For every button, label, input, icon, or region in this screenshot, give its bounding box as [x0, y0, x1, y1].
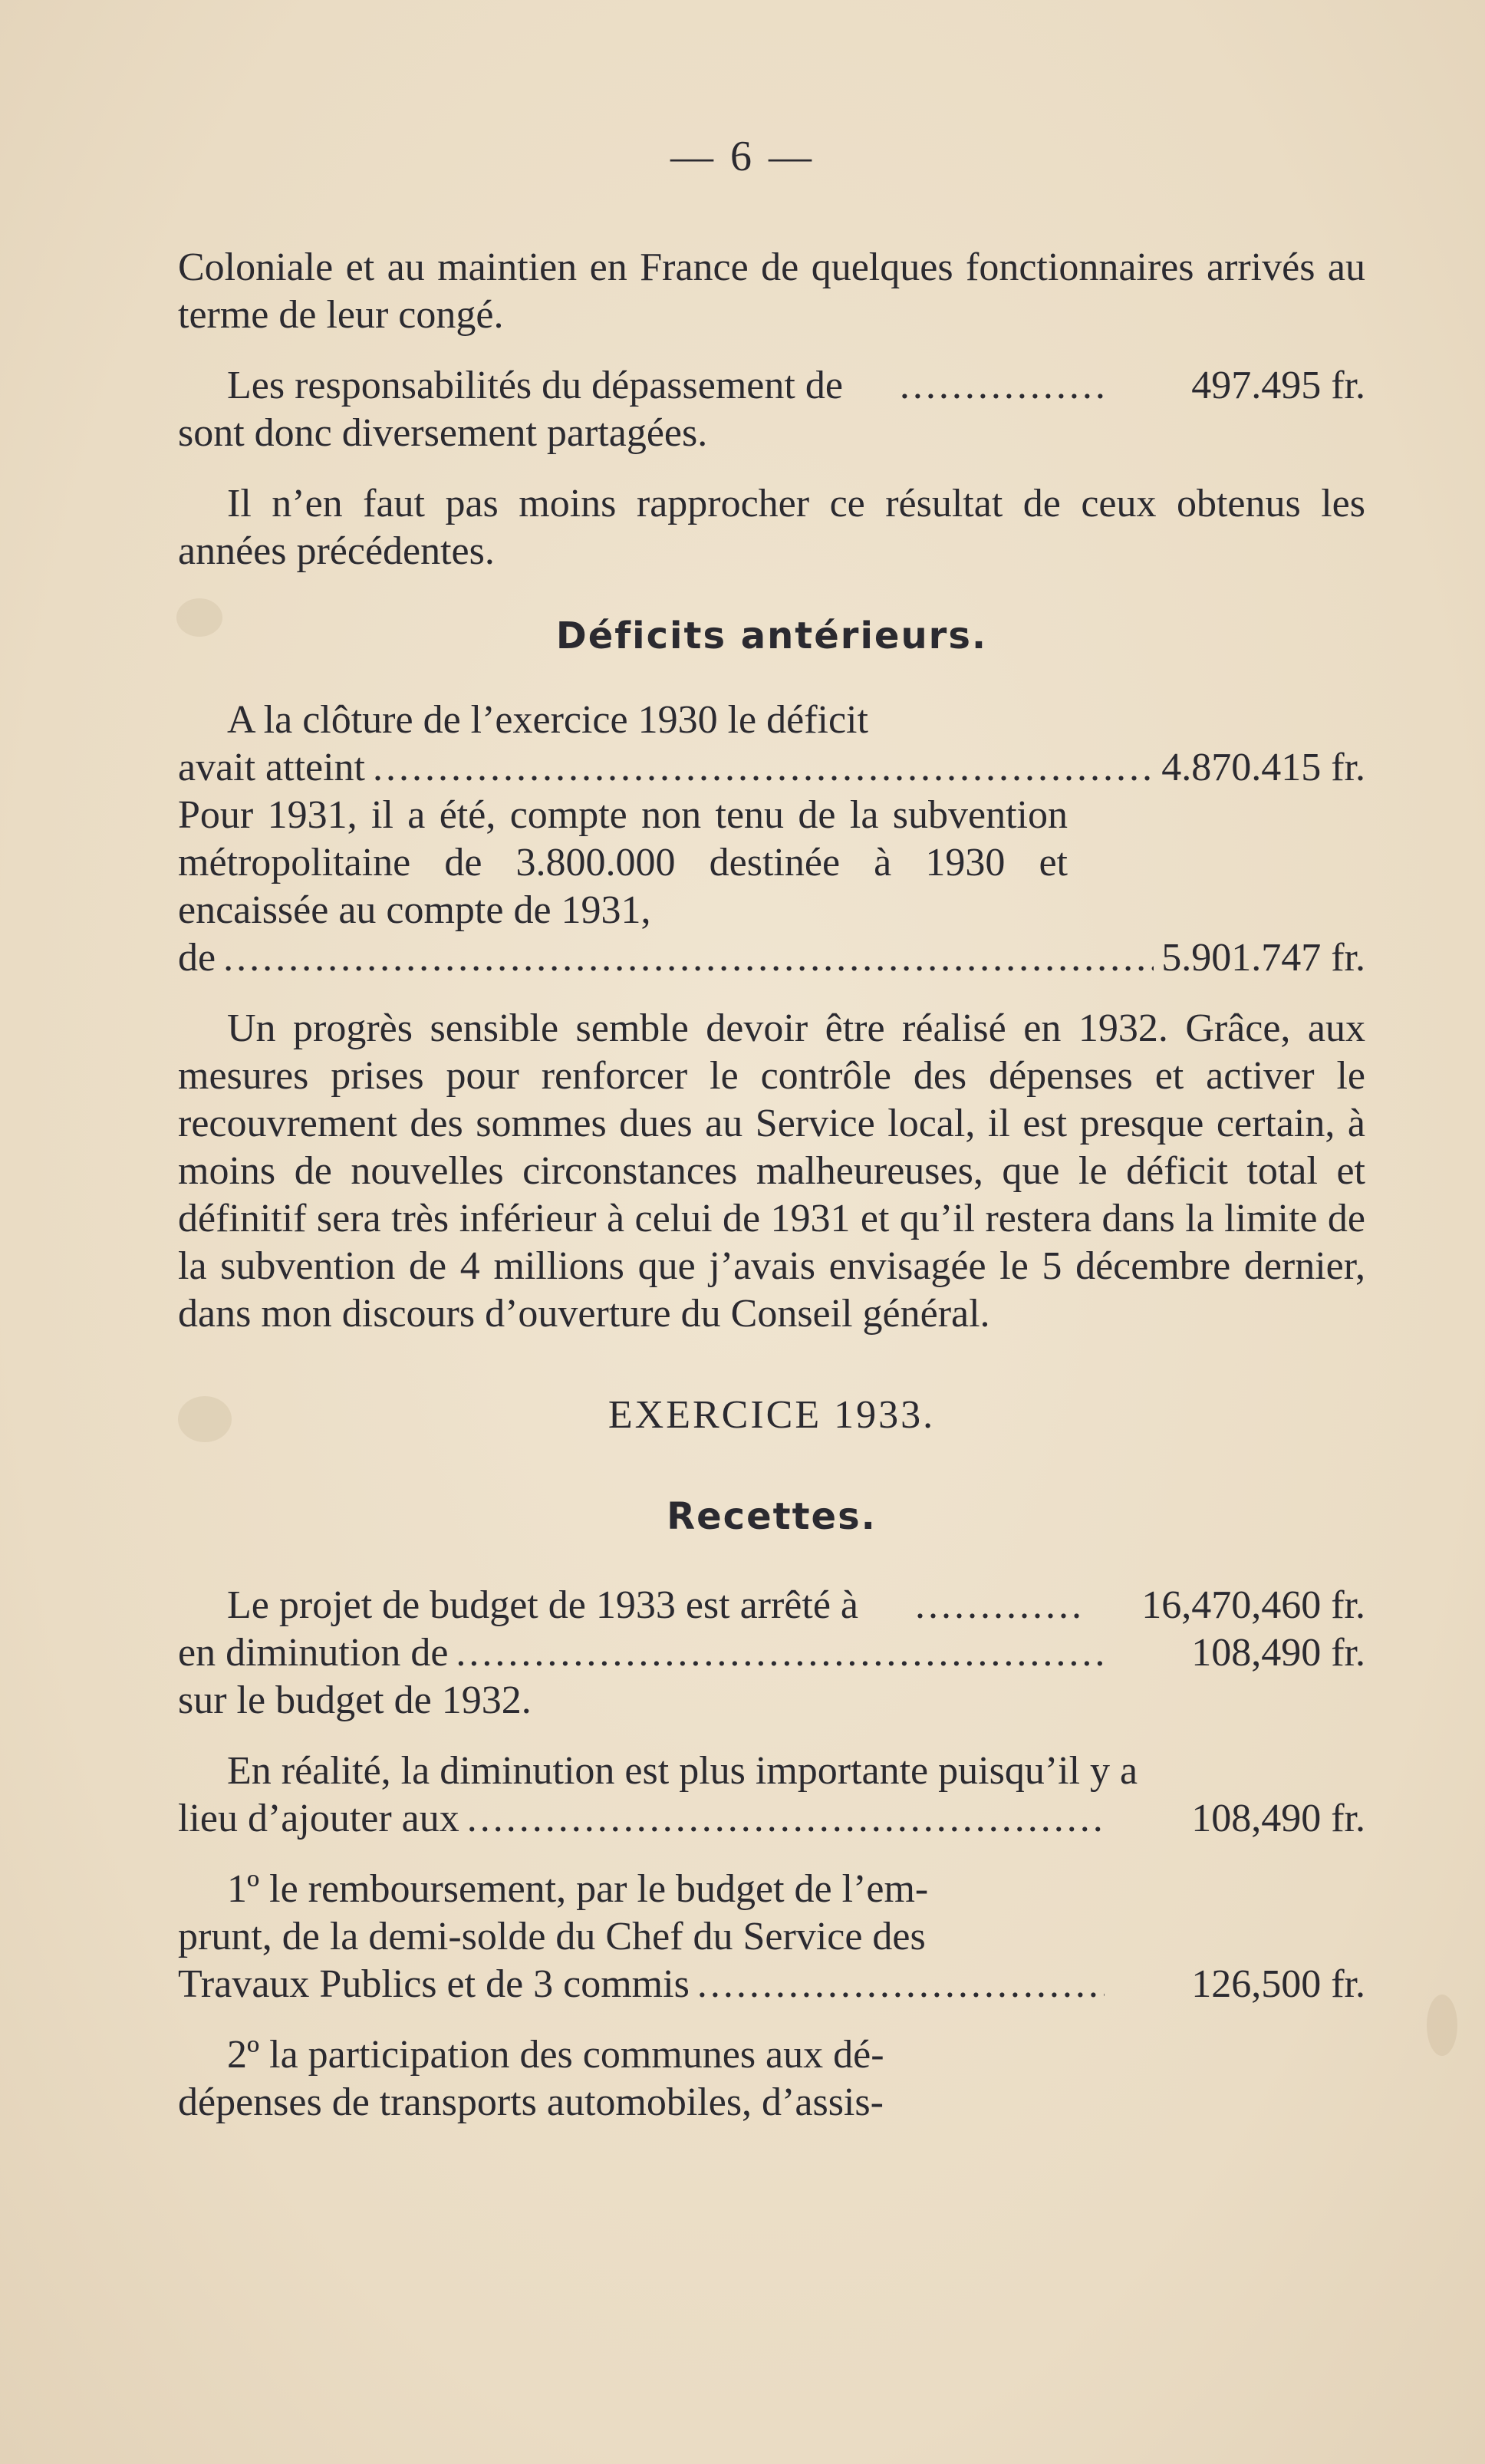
- deficit-1931-label: de: [178, 936, 216, 980]
- dot-leader: [851, 362, 1105, 410]
- reality-line1: En réalité, la diminution est plus importante puisqu’il y a: [227, 1749, 1138, 1793]
- paper-stain: [1427, 1995, 1457, 2056]
- item1-amount: 126,500 fr.: [1191, 1962, 1365, 2006]
- dot-leader: [223, 934, 1154, 982]
- budget-line-3: sur le budget de 1932.: [178, 1678, 532, 1722]
- deficit-1930-label: avait atteint: [178, 746, 366, 789]
- deficit-1931-amount: 5.901.747 fr.: [1161, 936, 1365, 980]
- budget-line1-label: Le projet de budget de 1933 est arrêté à: [227, 1583, 858, 1627]
- reality-label: lieu d’ajouter aux: [178, 1797, 459, 1840]
- deficit-1931-line: [178, 934, 1365, 982]
- paragraph-intro: Coloniale et au maintien en France de quelques fonctionnaires arrivés au terme de leur congé.: [178, 245, 1365, 337]
- dot-leader: [456, 1629, 1105, 1677]
- budget-line1-amount: 16,470,460 fr.: [1141, 1583, 1365, 1627]
- heading-recettes: Recettes.: [667, 1495, 877, 1538]
- liability-line: [178, 362, 1365, 410]
- page-body: [178, 244, 1365, 2126]
- item1-line: [178, 1961, 1365, 2008]
- page-number: — 6 —: [670, 133, 815, 180]
- item1-line1: 1º le remboursement, par le budget de l’em-: [227, 1867, 929, 1911]
- budget-line-1: [178, 1582, 1365, 1629]
- budget-line-2: [178, 1629, 1365, 1677]
- liability-label: Les responsabilités du dépassement de: [227, 364, 843, 407]
- deficit-1930-line: [178, 744, 1365, 792]
- budget-line2-label: en diminution de: [178, 1631, 449, 1675]
- item2-line2: dépenses de transports automobiles, d’assis-: [178, 2080, 884, 2124]
- reality-line: [178, 1795, 1365, 1843]
- heading-deficits: Déficits antérieurs.: [555, 614, 988, 657]
- dot-leader: [697, 1961, 1105, 2008]
- deficit-1931-text: Pour 1931, il a été, compte non tenu de la subvention métropolitaine de 3.800.000 destinée à 1930 et encaissée au compte de 1931,: [178, 793, 1068, 932]
- dot-leader: [467, 1795, 1105, 1843]
- liability-tail: sont donc diversement partagées.: [178, 411, 708, 455]
- heading-exercice: EXERCICE 1933.: [608, 1393, 936, 1437]
- paragraph-compare: Il n’en faut pas moins rapprocher ce résultat de ceux obtenus les années précédentes.: [178, 482, 1365, 573]
- dot-leader: [373, 744, 1154, 792]
- paragraph-progres: Un progrès sensible semble devoir être réalisé en 1932. Grâce, aux mesures prises pour renforcer le contrôle des dépenses et activer le recouvrement des sommes dues au Service local, il est presque certain, à moins de nouvelles circonstances malheureuses, que le déficit total et définitif sera très inférieur à celui de 1931 et qu’il restera dans la limite de la subvention de 4 millions que j’avais envisagée le 5 décembre dernier, dans mon discours d’ouverture du Conseil général.: [178, 1006, 1365, 1336]
- liability-amount: 497.495 fr.: [1191, 364, 1365, 407]
- item1-label: Travaux Publics et de 3 commis: [178, 1962, 690, 2006]
- reality-amount: 108,490 fr.: [1191, 1797, 1365, 1840]
- item2-line1: 2º la participation des communes aux dé-: [227, 2033, 884, 2077]
- item1-line2: prunt, de la demi-solde du Chef du Service des: [178, 1915, 926, 1958]
- deficit-1930-line1: A la clôture de l’exercice 1930 le déficit: [227, 698, 868, 742]
- budget-line2-amount: 108,490 fr.: [1191, 1631, 1365, 1675]
- dot-leader: [866, 1582, 1085, 1629]
- deficit-1930-amount: 4.870.415 fr.: [1161, 746, 1365, 789]
